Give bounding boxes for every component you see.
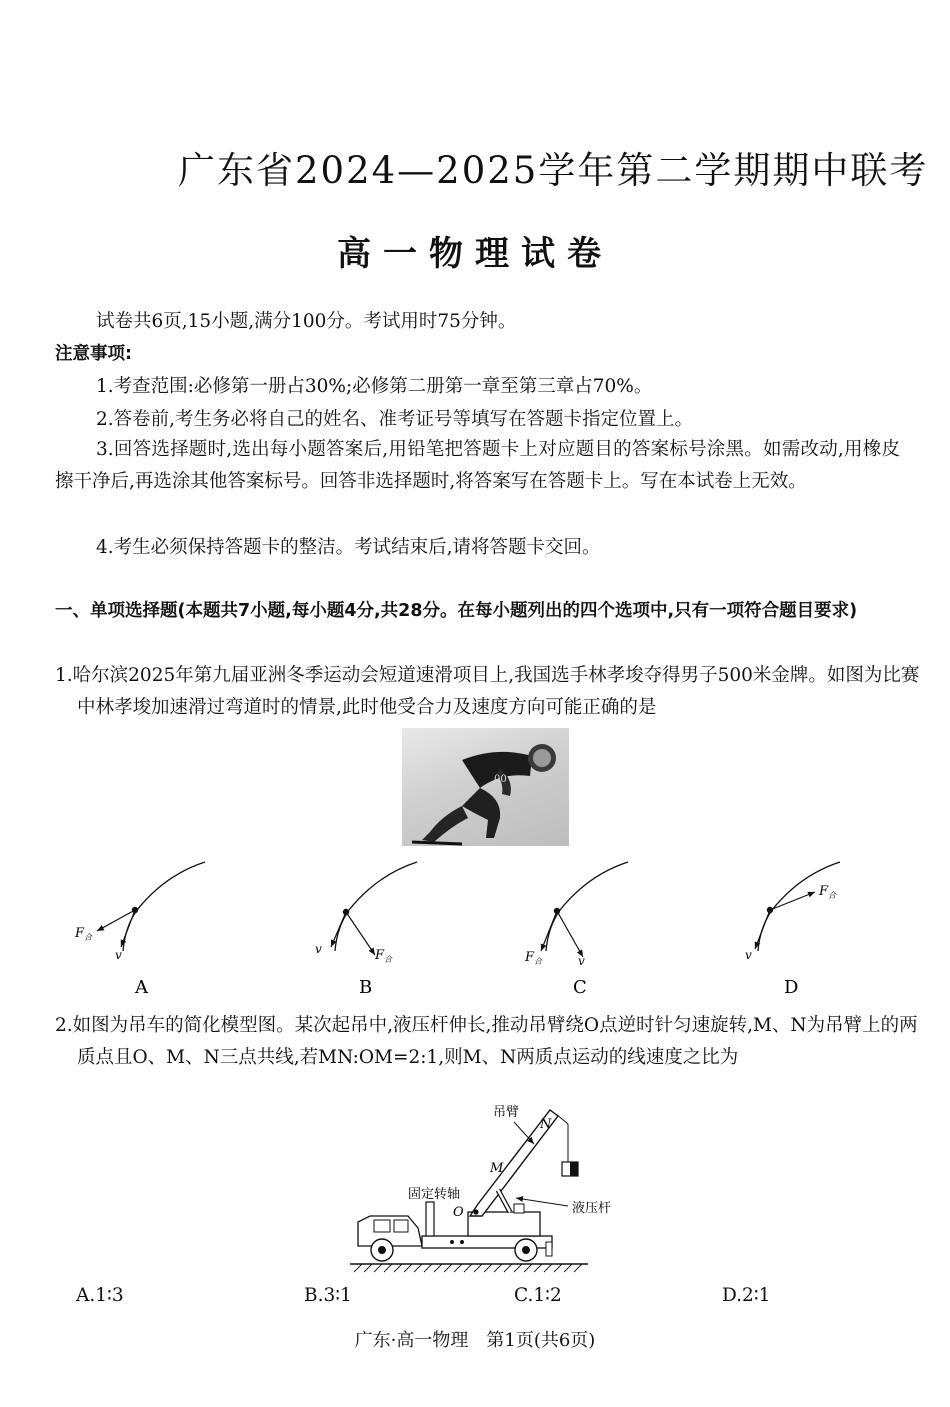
force-arrow [97,910,135,931]
svg-text:F合: $F_合$ [819,884,837,900]
force-arrow [541,911,557,951]
option-c-diagram [524,862,628,968]
boom-label: 吊臂 [493,1105,520,1120]
force-arrow [346,912,375,955]
option-d-label: D [784,977,799,998]
answer-b: B.3∶1 [304,1285,352,1306]
notice-item-3: 3.回答选择题时,选出每小题答案后,用铅笔把答题卡上对应题目的答案标号涂黑。如需改动,用橡皮擦干净后,再选涂其他答案标号。回答非选择题时,将答案写在答题卡上。写在本试卷上无效。 [55,439,900,492]
notice-item-2: 2.答卷前,考生务必将自己的姓名、准考证号等填写在答题卡指定位置上。 [96,409,694,430]
page-footer: 广东·高一物理 第1页(共6页) [354,1330,596,1351]
exam-title: 广东省2024—2025学年第二学期期中联考 [178,149,929,192]
velocity-arrow [755,910,770,949]
velocity-arrow [331,912,346,947]
skater-number: 00 [494,774,507,785]
exam-subtitle: 高一物理试卷 [337,234,613,274]
axis-label: 固定转轴 [408,1187,461,1202]
option-a-label: A [135,977,148,998]
svg-text:v: v [578,954,585,968]
point-o-label: O [453,1205,464,1220]
velocity-arrow [557,911,583,957]
option-c-label: C [573,977,587,998]
answer-a: A.1∶3 [76,1285,124,1306]
option-d-diagram [745,862,840,962]
svg-text:v: v [315,942,322,956]
svg-text:F合: $F_合$ [75,926,93,942]
answer-d: D.2∶1 [722,1285,771,1306]
notice-heading: 注意事项: [55,344,132,364]
point-m-label: M [490,1161,504,1176]
exam-intro: 试卷共6页,15小题,满分100分。考试用时75分钟。 [96,311,517,332]
crane-diagram [350,1100,612,1275]
notice-item-1: 1.考查范围:必修第一册占30%;必修第二册第一章至第三章占70%。 [96,376,653,397]
option-b-label: B [359,977,373,998]
section-1-heading: 一、单项选择题(本题共7小题,每小题4分,共28分。在每小题列出的四个选项中,只有一项符合题目要求) [55,601,858,621]
svg-text:v: v [745,948,752,962]
velocity-arrow [121,910,135,947]
svg-text:F合: $F_合$ [375,948,393,964]
option-a-diagram [74,862,205,962]
force-arrow [770,892,815,910]
notice-item-4: 4.考生必须保持答题卡的整洁。考试结束后,请将答题卡交回。 [96,537,601,558]
question-1-text: 1.哈尔滨2025年第九届亚洲冬季运动会短道速滑项目上,我国选手林孝埈夺得男子500米金牌。如图为比赛中林孝埈加速滑过弯道时的情景,此时他受合力及速度方向可能正确的是 [55,665,920,718]
answer-c: C.1∶2 [514,1285,562,1306]
skater-photo [402,728,569,846]
piston-label: 液压杆 [572,1201,612,1216]
question-2-text: 2.如图为吊车的简化模型图。某次起吊中,液压杆伸长,推动吊臂绕O点逆时针匀速旋转,M、N为吊臂上的两质点且O、M、N三点共线,若MN:OM=2:1,则M、N两质点运动的线速度之比为 [55,1015,918,1068]
svg-text:F合: $F_合$ [525,950,543,966]
q1-option-diagrams [55,855,905,1000]
option-b-diagram [315,862,417,964]
skater-figure [402,728,569,846]
svg-text:v: v [115,948,122,962]
point-n-label: N [540,1117,552,1132]
